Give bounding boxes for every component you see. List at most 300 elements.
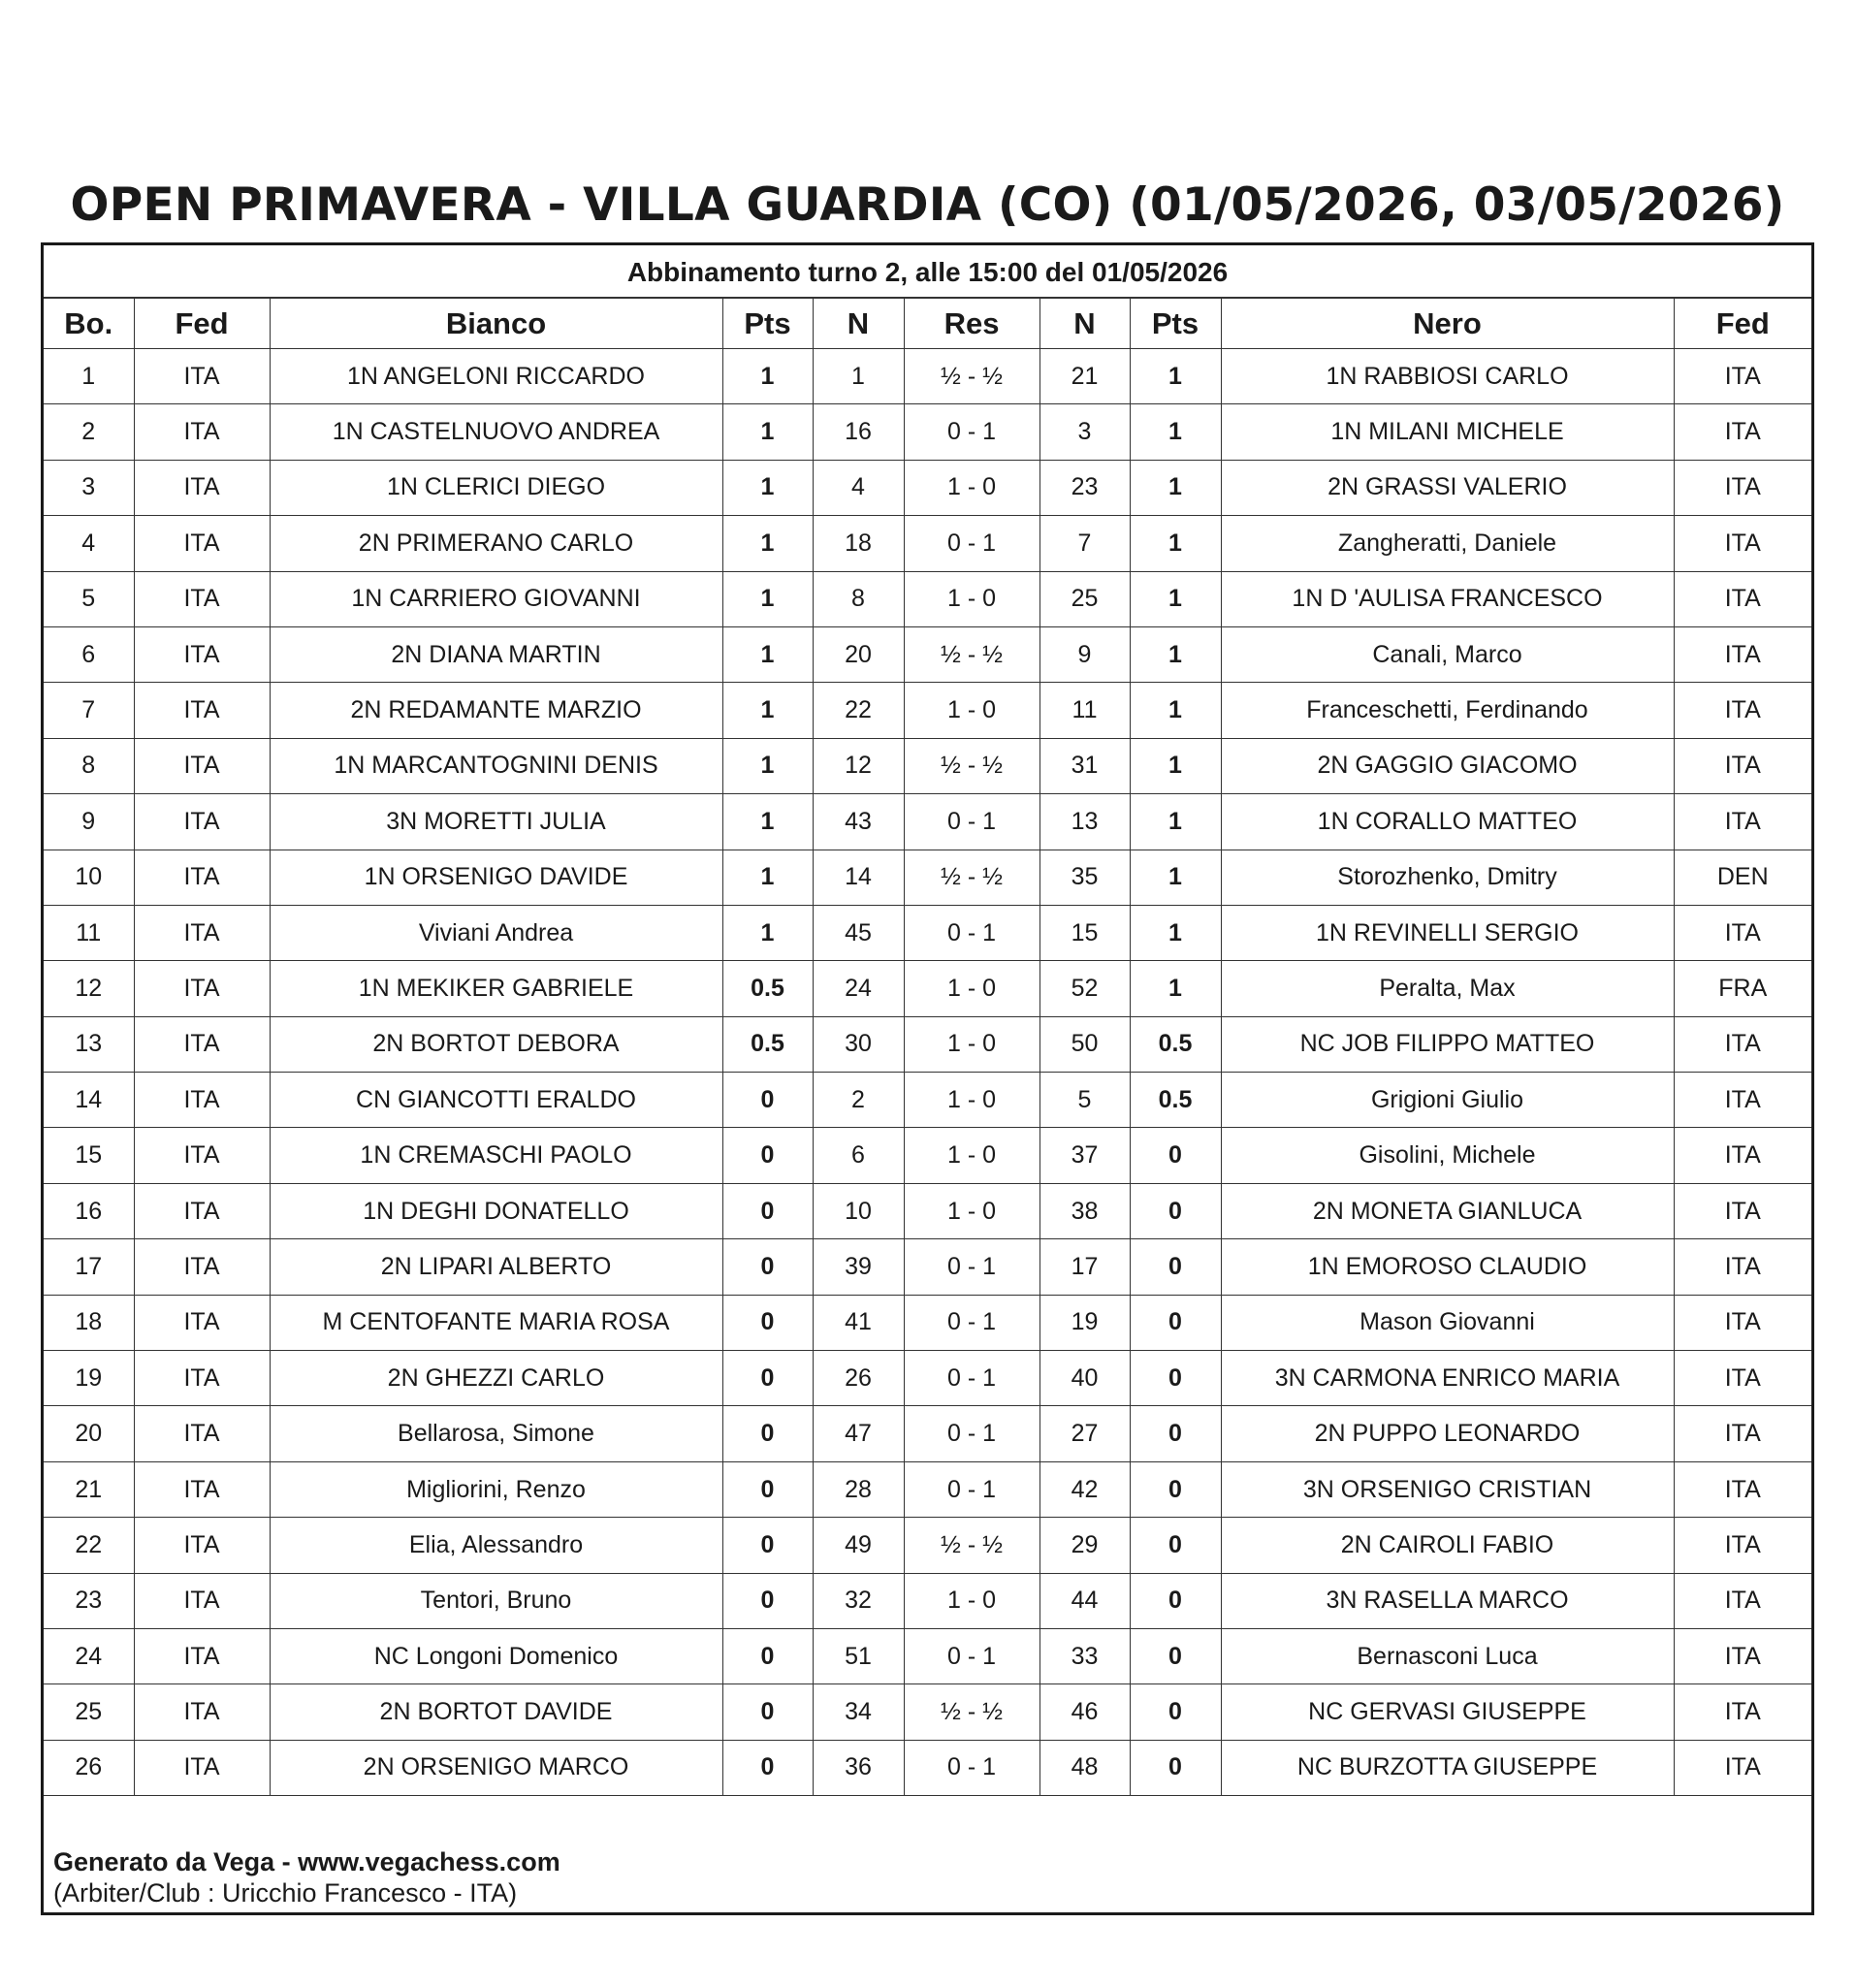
table-row [44,1684,1811,1740]
black-points: 1 [1130,349,1221,404]
white-federation: ITA [134,571,270,626]
white-number: 36 [813,1740,904,1795]
white-number: 47 [813,1406,904,1461]
black-number: 33 [1039,1628,1130,1683]
black-number: 35 [1039,850,1130,905]
black-number: 13 [1039,794,1130,850]
white-points: 0 [722,1351,813,1406]
black-player: 2N GRASSI VALERIO [1221,460,1674,515]
white-points: 0.5 [722,961,813,1016]
table-row [44,683,1811,738]
board-number: 14 [44,1073,134,1128]
black-federation: ITA [1674,1573,1811,1628]
white-federation: ITA [134,1406,270,1461]
black-federation: ITA [1674,1073,1811,1128]
result: ½ - ½ [904,626,1039,682]
column-header-pts-black: Pts [1130,298,1221,349]
black-player: Canali, Marco [1221,626,1674,682]
table-row [44,1016,1811,1072]
result: 1 - 0 [904,1573,1039,1628]
column-header-n-black: N [1039,298,1130,349]
white-player: 1N MARCANTOGNINI DENIS [270,738,722,793]
generator-credit: Generato da Vega - www.vegachess.com [53,1847,560,1876]
black-points: 1 [1130,850,1221,905]
board-number: 11 [44,905,134,960]
white-number: 20 [813,626,904,682]
black-number: 5 [1039,1073,1130,1128]
board-number: 5 [44,571,134,626]
white-points: 1 [722,738,813,793]
black-number: 15 [1039,905,1130,960]
white-player: Elia, Alessandro [270,1518,722,1573]
white-number: 18 [813,516,904,571]
board-number: 8 [44,738,134,793]
black-points: 0.5 [1130,1016,1221,1072]
black-federation: FRA [1674,961,1811,1016]
black-federation: ITA [1674,349,1811,404]
board-number: 16 [44,1183,134,1238]
board-number: 25 [44,1684,134,1740]
black-player: NC GERVASI GIUSEPPE [1221,1684,1674,1740]
black-player: Zangheratti, Daniele [1221,516,1674,571]
table-row [44,571,1811,626]
white-federation: ITA [134,1073,270,1128]
white-number: 39 [813,1239,904,1295]
black-player: Mason Giovanni [1221,1295,1674,1350]
white-federation: ITA [134,404,270,460]
black-points: 0 [1130,1183,1221,1238]
table-row [44,1239,1811,1295]
white-player: 2N DIANA MARTIN [270,626,722,682]
white-number: 14 [813,850,904,905]
table-row [44,626,1811,682]
white-points: 1 [722,626,813,682]
black-player: 1N MILANI MICHELE [1221,404,1674,460]
black-points: 1 [1130,516,1221,571]
column-header-white: Bianco [270,298,722,349]
black-player: 1N EMOROSO CLAUDIO [1221,1239,1674,1295]
white-player: Viviani Andrea [270,905,722,960]
black-points: 0 [1130,1128,1221,1183]
arbiter-credit: (Arbiter/Club : Uricchio Francesco - ITA) [53,1878,518,1908]
white-number: 49 [813,1518,904,1573]
result: 0 - 1 [904,1351,1039,1406]
black-federation: ITA [1674,1016,1811,1072]
black-federation: ITA [1674,794,1811,850]
board-number: 2 [44,404,134,460]
white-federation: ITA [134,1461,270,1517]
column-header-result: Res [904,298,1039,349]
table-row [44,1628,1811,1683]
white-player: 3N MORETTI JULIA [270,794,722,850]
white-points: 0 [722,1295,813,1350]
board-number: 15 [44,1128,134,1183]
table-row [44,1073,1811,1128]
black-federation: ITA [1674,1239,1811,1295]
black-player: 1N RABBIOSI CARLO [1221,349,1674,404]
black-points: 0 [1130,1295,1221,1350]
white-federation: ITA [134,794,270,850]
board-number: 26 [44,1740,134,1795]
black-federation: ITA [1674,460,1811,515]
white-number: 32 [813,1573,904,1628]
result: 0 - 1 [904,404,1039,460]
white-number: 28 [813,1461,904,1517]
black-player: Storozhenko, Dmitry [1221,850,1674,905]
white-points: 0 [722,1518,813,1573]
black-number: 38 [1039,1183,1130,1238]
black-player: 3N RASELLA MARCO [1221,1573,1674,1628]
white-number: 1 [813,349,904,404]
white-federation: ITA [134,738,270,793]
white-number: 24 [813,961,904,1016]
white-player: 1N CLERICI DIEGO [270,460,722,515]
table-row [44,905,1811,960]
black-federation: ITA [1674,1406,1811,1461]
board-number: 21 [44,1461,134,1517]
black-number: 27 [1039,1406,1130,1461]
board-number: 10 [44,850,134,905]
black-federation: ITA [1674,516,1811,571]
white-federation: ITA [134,683,270,738]
black-federation: DEN [1674,850,1811,905]
board-number: 3 [44,460,134,515]
table-row [44,961,1811,1016]
white-federation: ITA [134,1351,270,1406]
white-player: 1N MEKIKER GABRIELE [270,961,722,1016]
black-federation: ITA [1674,1351,1811,1406]
black-player: 1N REVINELLI SERGIO [1221,905,1674,960]
white-player: 1N ANGELONI RICCARDO [270,349,722,404]
black-points: 0 [1130,1461,1221,1517]
black-points: 0 [1130,1351,1221,1406]
result: 0 - 1 [904,1295,1039,1350]
black-points: 1 [1130,738,1221,793]
table-row [44,1128,1811,1183]
black-number: 31 [1039,738,1130,793]
board-number: 20 [44,1406,134,1461]
black-player: Bernasconi Luca [1221,1628,1674,1683]
column-header-fed-black: Fed [1674,298,1811,349]
board-number: 23 [44,1573,134,1628]
black-federation: ITA [1674,571,1811,626]
black-player: 2N PUPPO LEONARDO [1221,1406,1674,1461]
black-number: 3 [1039,404,1130,460]
black-points: 0.5 [1130,1073,1221,1128]
board-number: 24 [44,1628,134,1683]
white-player: Migliorini, Renzo [270,1461,722,1517]
white-player: 2N BORTOT DAVIDE [270,1684,722,1740]
table-header-row [44,298,1811,349]
black-federation: ITA [1674,1518,1811,1573]
white-points: 0 [722,1628,813,1683]
black-federation: ITA [1674,683,1811,738]
black-federation: ITA [1674,404,1811,460]
table-row [44,850,1811,905]
white-number: 41 [813,1295,904,1350]
board-number: 12 [44,961,134,1016]
white-points: 0 [722,1239,813,1295]
black-points: 1 [1130,404,1221,460]
white-federation: ITA [134,1573,270,1628]
black-points: 1 [1130,683,1221,738]
table-row [44,404,1811,460]
white-points: 0 [722,1073,813,1128]
board-number: 7 [44,683,134,738]
table-row [44,738,1811,793]
black-points: 0 [1130,1518,1221,1573]
white-federation: ITA [134,1183,270,1238]
white-number: 8 [813,571,904,626]
white-federation: ITA [134,460,270,515]
white-points: 1 [722,794,813,850]
result: 1 - 0 [904,961,1039,1016]
page-title: OPEN PRIMAVERA - VILLA GUARDIA (CO) (01/05/2026, 03/05/2026) [70,178,1785,232]
board-number: 9 [44,794,134,850]
white-number: 4 [813,460,904,515]
board-number: 17 [44,1239,134,1295]
white-points: 1 [722,571,813,626]
white-federation: ITA [134,1239,270,1295]
white-player: Tentori, Bruno [270,1573,722,1628]
white-number: 51 [813,1628,904,1683]
black-federation: ITA [1674,738,1811,793]
white-number: 12 [813,738,904,793]
white-points: 0 [722,1406,813,1461]
white-player: 2N BORTOT DEBORA [270,1016,722,1072]
result: 0 - 1 [904,1461,1039,1517]
black-player: NC JOB FILIPPO MATTEO [1221,1016,1674,1072]
result: 1 - 0 [904,1128,1039,1183]
white-points: 0 [722,1740,813,1795]
black-points: 0 [1130,1239,1221,1295]
column-header-n-white: N [813,298,904,349]
table-row [44,1518,1811,1573]
result: 1 - 0 [904,1073,1039,1128]
black-number: 46 [1039,1684,1130,1740]
white-points: 1 [722,850,813,905]
black-player: 3N CARMONA ENRICO MARIA [1221,1351,1674,1406]
table-row [44,1461,1811,1517]
white-player: 2N PRIMERANO CARLO [270,516,722,571]
black-player: NC BURZOTTA GIUSEPPE [1221,1740,1674,1795]
white-number: 30 [813,1016,904,1072]
result: 0 - 1 [904,1628,1039,1683]
black-number: 37 [1039,1128,1130,1183]
white-points: 1 [722,683,813,738]
white-points: 1 [722,516,813,571]
white-federation: ITA [134,1740,270,1795]
pairings-frame [41,242,1814,1915]
black-number: 48 [1039,1740,1130,1795]
board-number: 1 [44,349,134,404]
white-number: 26 [813,1351,904,1406]
white-number: 6 [813,1128,904,1183]
black-federation: ITA [1674,1628,1811,1683]
white-points: 0 [722,1684,813,1740]
black-player: Gisolini, Michele [1221,1128,1674,1183]
result: 1 - 0 [904,1016,1039,1072]
black-number: 44 [1039,1573,1130,1628]
white-player: CN GIANCOTTI ERALDO [270,1073,722,1128]
table-row [44,516,1811,571]
white-points: 0 [722,1183,813,1238]
black-federation: ITA [1674,1183,1811,1238]
white-points: 1 [722,460,813,515]
white-number: 22 [813,683,904,738]
black-points: 1 [1130,571,1221,626]
white-player: 1N ORSENIGO DAVIDE [270,850,722,905]
white-federation: ITA [134,961,270,1016]
white-federation: ITA [134,1518,270,1573]
result: 0 - 1 [904,905,1039,960]
black-federation: ITA [1674,1128,1811,1183]
column-header-pts-white: Pts [722,298,813,349]
result: ½ - ½ [904,1518,1039,1573]
result: 0 - 1 [904,794,1039,850]
white-number: 43 [813,794,904,850]
black-points: 1 [1130,460,1221,515]
black-number: 9 [1039,626,1130,682]
white-number: 34 [813,1684,904,1740]
white-federation: ITA [134,850,270,905]
table-row [44,794,1811,850]
column-header-board: Bo. [44,298,134,349]
black-federation: ITA [1674,1461,1811,1517]
white-player: 2N GHEZZI CARLO [270,1351,722,1406]
table-row [44,1183,1811,1238]
result: 0 - 1 [904,516,1039,571]
black-number: 23 [1039,460,1130,515]
black-number: 7 [1039,516,1130,571]
result: ½ - ½ [904,850,1039,905]
result: ½ - ½ [904,349,1039,404]
round-subtitle: Abbinamento turno 2, alle 15:00 del 01/05/2026 [626,257,1229,287]
white-player: 1N DEGHI DONATELLO [270,1183,722,1238]
result: 0 - 1 [904,1239,1039,1295]
black-player: Peralta, Max [1221,961,1674,1016]
white-player: M CENTOFANTE MARIA ROSA [270,1295,722,1350]
table-row [44,1351,1811,1406]
white-points: 1 [722,404,813,460]
black-player: Grigioni Giulio [1221,1073,1674,1128]
white-points: 0 [722,1128,813,1183]
black-points: 0 [1130,1628,1221,1683]
board-number: 18 [44,1295,134,1350]
black-points: 0 [1130,1740,1221,1795]
white-player: 1N CREMASCHI PAOLO [270,1128,722,1183]
table-row [44,1295,1811,1350]
white-player: NC Longoni Domenico [270,1628,722,1683]
white-number: 16 [813,404,904,460]
black-number: 17 [1039,1239,1130,1295]
black-federation: ITA [1674,905,1811,960]
white-federation: ITA [134,626,270,682]
white-points: 1 [722,349,813,404]
black-federation: ITA [1674,1295,1811,1350]
black-player: 2N MONETA GIANLUCA [1221,1183,1674,1238]
black-points: 1 [1130,905,1221,960]
black-player: 2N CAIROLI FABIO [1221,1518,1674,1573]
white-points: 0 [722,1461,813,1517]
result: ½ - ½ [904,738,1039,793]
black-number: 50 [1039,1016,1130,1072]
result: 1 - 0 [904,683,1039,738]
white-player: 2N ORSENIGO MARCO [270,1740,722,1795]
column-header-black: Nero [1221,298,1674,349]
black-number: 42 [1039,1461,1130,1517]
black-points: 0 [1130,1684,1221,1740]
black-number: 25 [1039,571,1130,626]
black-federation: ITA [1674,626,1811,682]
white-player: 1N CARRIERO GIOVANNI [270,571,722,626]
white-player: Bellarosa, Simone [270,1406,722,1461]
board-number: 13 [44,1016,134,1072]
black-player: 1N D 'AULISA FRANCESCO [1221,571,1674,626]
white-federation: ITA [134,516,270,571]
column-header-fed-white: Fed [134,298,270,349]
white-player: 1N CASTELNUOVO ANDREA [270,404,722,460]
white-points: 1 [722,905,813,960]
table-row [44,1740,1811,1795]
white-federation: ITA [134,1016,270,1072]
white-player: 2N LIPARI ALBERTO [270,1239,722,1295]
white-number: 45 [813,905,904,960]
white-number: 10 [813,1183,904,1238]
black-points: 1 [1130,794,1221,850]
white-player: 2N REDAMANTE MARZIO [270,683,722,738]
white-federation: ITA [134,1684,270,1740]
black-number: 29 [1039,1518,1130,1573]
table-row [44,460,1811,515]
black-points: 1 [1130,961,1221,1016]
black-number: 40 [1039,1351,1130,1406]
result: 1 - 0 [904,460,1039,515]
white-points: 0 [722,1573,813,1628]
black-points: 1 [1130,626,1221,682]
table-row [44,1406,1811,1461]
black-player: Franceschetti, Ferdinando [1221,683,1674,738]
black-number: 11 [1039,683,1130,738]
black-federation: ITA [1674,1684,1811,1740]
black-number: 19 [1039,1295,1130,1350]
white-federation: ITA [134,905,270,960]
result: 1 - 0 [904,1183,1039,1238]
result: 0 - 1 [904,1740,1039,1795]
black-points: 0 [1130,1573,1221,1628]
white-number: 2 [813,1073,904,1128]
result: 1 - 0 [904,571,1039,626]
white-federation: ITA [134,349,270,404]
black-player: 2N GAGGIO GIACOMO [1221,738,1674,793]
black-number: 21 [1039,349,1130,404]
board-number: 4 [44,516,134,571]
black-points: 0 [1130,1406,1221,1461]
result: ½ - ½ [904,1684,1039,1740]
board-number: 19 [44,1351,134,1406]
result: 0 - 1 [904,1406,1039,1461]
black-number: 52 [1039,961,1130,1016]
black-federation: ITA [1674,1740,1811,1795]
white-points: 0.5 [722,1016,813,1072]
board-number: 6 [44,626,134,682]
white-federation: ITA [134,1628,270,1683]
black-player: 3N ORSENIGO CRISTIAN [1221,1461,1674,1517]
board-number: 22 [44,1518,134,1573]
table-row [44,349,1811,404]
pairings-table [44,297,1811,1796]
table-row [44,1573,1811,1628]
